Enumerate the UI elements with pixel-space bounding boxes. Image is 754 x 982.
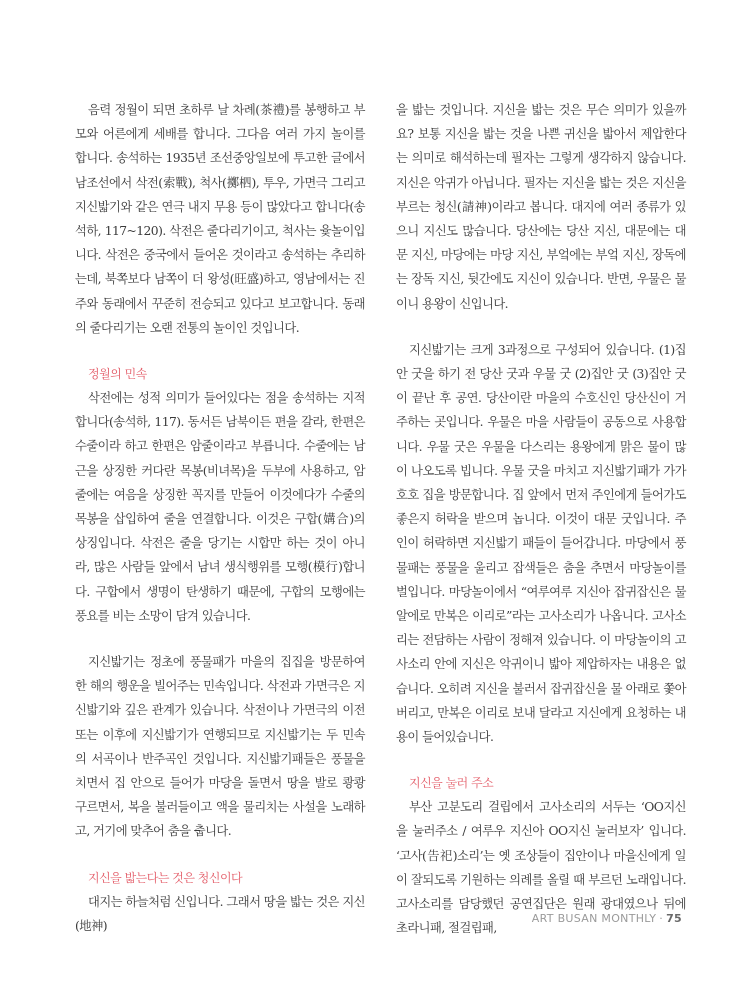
section-heading: 지신을 밟는다는 것은 청신이다 [88, 870, 243, 885]
body-paragraph: 삭전에는 성적 의미가 들어있다는 점을 송석하는 지적합니다(송석하, 117). 동서든 남북이든 편을 갈라, 한편은 수줄이라 하고 한편은 암줄이라고 부릅니다. 수줄에는 남근을 상징한 커다란 목봉(비녀목)을 두부에 사용하고, 암줄에는 여음을 상징한 꼭지를 만들어 이것에다가 수줄의 목봉을 삽입하여 줄을 연결합니다. 이것은 구합(媾合)의 상징입니다. 삭전은 줄을 당기는 시합만 하는 것이 아니라, 많은 사람들 앞에서 남녀 생식행위를 모행(模行)합니다. 구합에서 생명이 탄생하기 때문에, 구합의 모행에는 풍요를 비는 소망이 담겨 있습니다. [75, 391, 365, 623]
section-heading: 정월의 민속 [88, 367, 147, 382]
body-paragraph: 지신밟기는 크게 3과정으로 구성되어 있습니다. (1)집안 굿을 하기 전 당산 굿과 우물 굿 (2)집안 굿 (3)집안 굿이 끝난 후 공연. 당산이란 마을의 수호신인 당산신이 거주하는 곳입니다. 우물은 마을 사람들이 공동으로 사용합니다. 우물 굿은 우물을 다스리는 용왕에게 맑은 물이 많이 나오도록 빕니다. 우물 굿을 마치고 지신밟기패가 가가호호 집을 방문합니다. 집 앞에서 먼저 주인에게 들어가도 좋은지 허락을 받으며 놉니다. 이것이 대문 굿입니다. 주인이 허락하면 지신밟기 패들이 들어갑니다. 마당에서 풍물패는 풍물을 울리고 잡색들은 춤을 추면서 마당놀이를 벌입니다. 마당놀이에서 “여루여루 지신아 잡귀잡신은 물알에로 만복은 이리로”라는 고사소리가 나옵니다. 고사소리는 전담하는 사람이 정해져 있습니다. 이 마당놀이의 고사소리 안에 지신은 악귀이니 밟아 제압하자는 내용은 없습니다. 오히려 지신을 불러서 잡귀잡신을 물 아래로 쫓아버리고, 만복은 이리로 보내 달라고 지신에게 요청하는 내용이 들어있습니다. [396, 342, 686, 745]
page-footer [520, 912, 682, 925]
footer-separator: · [659, 912, 664, 925]
left-column [75, 98, 365, 938]
page-number: 75 [666, 912, 682, 925]
body-paragraph: 지신밟기는 정초에 풍물패가 마을의 집집을 방문하여 한 해의 행운을 빌어주는 민속입니다. 삭전과 가면극은 지신밟기와 깊은 관계가 있습니다. 삭전이나 가면극의 이전 또는 이후에 지신밟기가 연행되므로 지신밟기는 두 민속의 서곡이나 반주곡인 것입니다. 지신밟기패들은 풍물을 치면서 집 안으로 들어가 마당을 돌면서 땅을 발로 쾅쾅 구르면서, 복을 불러들이고 액을 물리치는 사설을 노래하고, 거기에 맞추어 춤을 춥니다. [75, 655, 365, 839]
magazine-title: ART BUSAN MONTHLY [531, 912, 657, 925]
body-paragraph: 부산 고분도리 걸립에서 고사소리의 서두는 ‘OO지신을 눌러주소 / 여루우 지신아 OO지신 눌러보자’ 입니다. ‘고사(告祀)소리’는 옛 조상들이 집안이나 마을신에게 일이 잘되도록 기원하는 의례를 올릴 때 부르던 노래입니다. 고사소리를 담당했던 공연집단은 원래 광대였으나 뒤에 초라니패, 절걸립패, [396, 800, 686, 936]
body-paragraph: 을 밟는 것입니다. 지신을 밟는 것은 무슨 의미가 있을까요? 보통 지신을 밟는 것을 나쁜 귀신을 밟아서 제압한다는 의미로 해석하는데 필자는 그렇게 생각하지 않습니다. 지신은 악귀가 아닙니다. 필자는 지신을 밟는 것은 지신을 부르는 청신(請神)이라고 봅니다. 대지에 여러 종류가 있으니 지신도 많습니다. 당산에는 당산 지신, 대문에는 대문 지신, 마당에는 마당 지신, 부엌에는 부엌 지신, 장독에는 장독 지신, 뒷간에도 지신이 있습니다. 반면, 우물은 물이니 용왕이 신입니다. [396, 103, 686, 311]
body-paragraph: 음력 정월이 되면 초하루 날 차례(茶禮)를 봉행하고 부모와 어른에게 세배를 합니다. 그다음 여러 가지 놀이를 합니다. 송석하는 1935년 조선중앙일보에 투고한 글에서 남조선에서 삭전(索戰), 척사(擲柶), 투우, 가면극 그리고 지신밟기와 같은 연극 내지 무용 등이 많았다고 합니다(송석하, 117~120). 삭전은 줄다리기이고, 척사는 윷놀이입니다. 삭전은 중국에서 들어온 것이라고 송석하는 추리하는데, 북쪽보다 남쪽이 더 왕성(旺盛)하고, 영남에서는 진주와 동래에서 꾸준히 전승되고 있다고 보고합니다. 동래의 줄다리기는 오랜 전통의 놀이인 것입니다. [75, 103, 365, 335]
section-heading: 지신을 눌러 주소 [409, 776, 494, 791]
body-paragraph: 대지는 하늘처럼 신입니다. 그래서 땅을 밟는 것은 지신(地神) [75, 894, 365, 933]
right-column [396, 98, 686, 941]
